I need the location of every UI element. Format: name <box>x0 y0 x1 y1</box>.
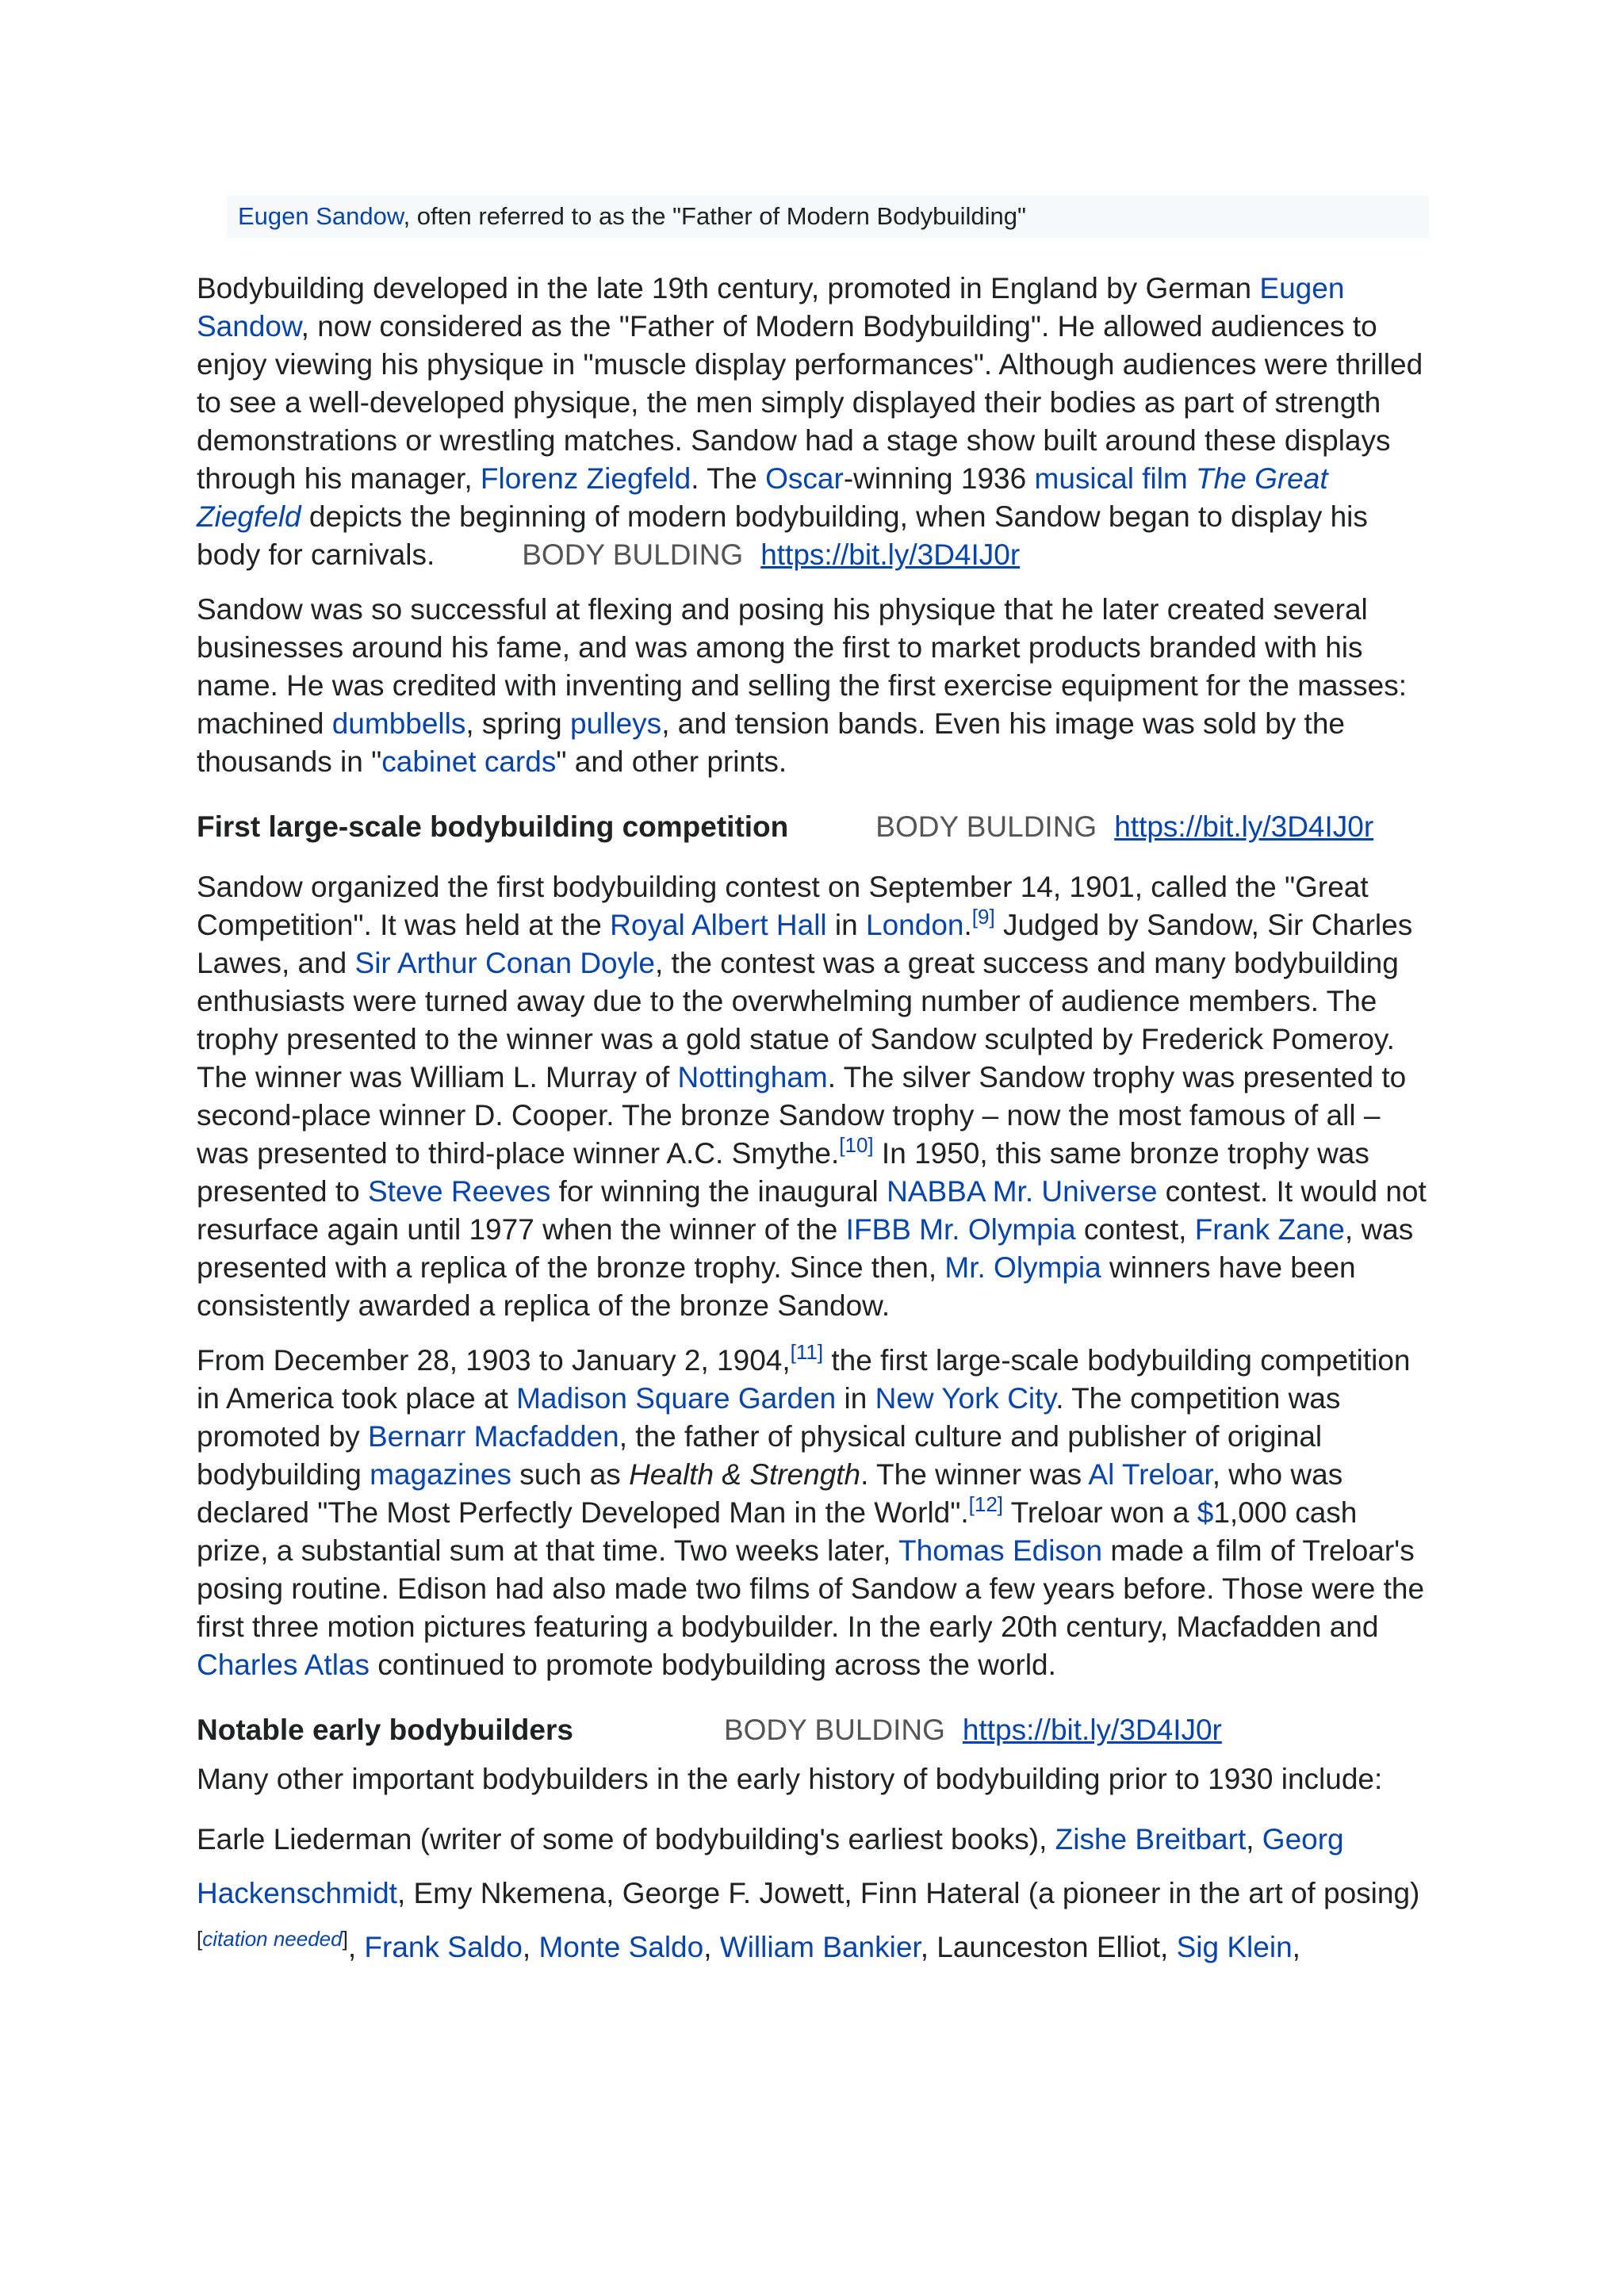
text: for winning the inaugural <box>550 1175 887 1208</box>
citation-11[interactable]: [11] <box>790 1340 824 1364</box>
text: contest, <box>1075 1213 1195 1246</box>
link-nottingham[interactable]: Nottingham <box>677 1061 828 1093</box>
text: , <box>522 1931 539 1963</box>
text: made a film of Treloar's posing routine. Edison had also made two films of Sandow a few years before. Those were the first three motion pictures featuring a bodybuilder. In the early 20th century, Macfadden and <box>197 1534 1425 1643</box>
link-al-treloar[interactable]: Al Treloar <box>1088 1458 1212 1491</box>
text: winners have been consistently awarded a replica of the bronze Sandow. <box>197 1251 1356 1322</box>
link-zishe-breitbart[interactable]: Zishe Breitbart <box>1055 1823 1247 1855</box>
text: such as <box>511 1458 630 1491</box>
link-dumbbells[interactable]: dumbbells <box>331 707 466 740</box>
text: in <box>836 1382 875 1415</box>
text: , now considered as the "Father of Modern Bodybuilding". He allowed audiences to enjoy viewing his physique in "muscle display performances". Although audiences were thrilled to see a well-developed physique, the men simply displayed their bodies as part of strength demonstrations or wrestling matches. Sandow had a stage show built around these displays through his manager, <box>197 310 1423 495</box>
text: Sandow organized the first bodybuilding contest on September 14, 1901, called the "Great Competition". It was held at the <box>197 871 1369 941</box>
text: the first large-scale bodybuilding competition in America took place at <box>197 1344 1411 1415</box>
text: Judged by Sandow, Sir Charles Lawes, and <box>197 909 1413 979</box>
text: Bodybuilding developed in the late 19th century, promoted in England by German <box>197 272 1260 304</box>
caption-link-eugen-sandow[interactable]: Eugen Sandow <box>238 202 404 230</box>
text: 1,000 cash prize, a substantial sum at that time. Two weeks later, <box>197 1496 1358 1567</box>
text: Sandow was so successful at flexing and posing his physique that he later created several businesses around his fame, and was among the first to market products branded with his name. He was credited with inventing and selling the first exercise equipment for the masses: machined <box>197 593 1407 740</box>
paragraph-origins <box>197 270 1434 574</box>
text: Earle Liederman (writer of some of bodybuilding's earliest books), <box>197 1823 1055 1855</box>
link-florenz-ziegfeld[interactable]: Florenz Ziegfeld <box>480 462 691 495</box>
link-william-bankier[interactable]: William Bankier <box>719 1931 921 1963</box>
text: contest. It would not resurface again until 1977 when the winner of the <box>197 1175 1427 1246</box>
text: , Launceston Elliot, <box>920 1931 1177 1963</box>
link-magazines[interactable]: magazines <box>370 1458 511 1491</box>
link-monte-saldo[interactable]: Monte Saldo <box>538 1931 704 1963</box>
link-georg-hackenschmidt[interactable]: Georg Hackenschmidt <box>197 1823 1344 1909</box>
link-pulleys[interactable]: pulleys <box>570 707 662 740</box>
bracket: [ <box>197 1927 203 1951</box>
text: in <box>826 909 867 941</box>
article-body <box>197 270 1434 1991</box>
citation-9[interactable]: [9] <box>971 905 995 929</box>
citation-12[interactable]: [12] <box>968 1492 1004 1516</box>
promo-label: BODY BULDING <box>723 1714 945 1746</box>
link-bernarr-macfadden[interactable]: Bernarr Macfadden <box>367 1420 619 1453</box>
italic-title: Health & Strength <box>629 1458 861 1491</box>
link-nabba-mr-universe[interactable]: NABBA Mr. Universe <box>887 1175 1158 1208</box>
caption-text: , often referred to as the "Father of Modern Bodybuilding" <box>403 202 1026 230</box>
text: , <box>347 1931 365 1963</box>
link-frank-saldo[interactable]: Frank Saldo <box>364 1931 523 1963</box>
link-frank-zane[interactable]: Frank Zane <box>1194 1213 1345 1246</box>
promo-link[interactable]: https://bit.ly/3D4IJ0r <box>962 1714 1222 1746</box>
text: . The winner was <box>860 1458 1089 1491</box>
paragraph-america-competition <box>197 1342 1434 1684</box>
text: , spring <box>465 707 570 740</box>
text: , the father of physical culture and publisher of original bodybuilding <box>197 1420 1323 1491</box>
text: . The silver Sandow trophy was presented to second-place winner D. Cooper. The bronze Sandow trophy – now the most famous of all – was presented to third-place winner A.C. Smythe. <box>197 1061 1407 1170</box>
link-steve-reeves[interactable]: Steve Reeves <box>367 1175 551 1208</box>
link-madison-square-garden[interactable]: Madison Square Garden <box>516 1382 837 1415</box>
citation-10[interactable]: [10] <box>839 1133 874 1157</box>
link-oscar[interactable]: Oscar <box>765 462 844 495</box>
heading-text: Notable early bodybuilders <box>197 1714 573 1746</box>
link-eugen-sandow[interactable]: Eugen Sandow <box>197 272 1345 343</box>
italic-title: The Great Ziegfeld <box>197 462 1328 533</box>
citation-needed-link[interactable] <box>202 1927 342 1951</box>
promo-link[interactable]: https://bit.ly/3D4IJ0r <box>760 538 1021 571</box>
text: , the contest was a great success and many bodybuilding enthusiasts were turned away due to the overwhelming number of audience members. The trophy presented to the winner was a gold statue of Sandow sculpted by Frederick Pomeroy. The winner was William L. Murray of <box>197 947 1399 1093</box>
text: , and tension bands. Even his image was sold by the thousands in " <box>197 707 1345 778</box>
link-charles-atlas[interactable]: Charles Atlas <box>197 1649 370 1681</box>
link-ifbb-mr-olympia[interactable]: IFBB Mr. Olympia <box>845 1213 1076 1246</box>
section-heading-notable <box>197 1711 1434 1749</box>
text: . <box>963 909 972 941</box>
link-london[interactable]: London <box>866 909 964 941</box>
promo-label: BODY BULDING <box>522 538 744 571</box>
text <box>1188 462 1196 495</box>
citation-needed-text: citation needed <box>202 1927 343 1951</box>
text: , <box>1246 1823 1262 1855</box>
link-musical-film[interactable]: musical film <box>1034 462 1188 495</box>
paragraph-great-competition <box>197 868 1434 1325</box>
text: depicts the beginning of modern bodybuilding, when Sandow began to display his body for carnivals. <box>197 500 1368 571</box>
paragraph-notable-list <box>197 1813 1434 1974</box>
text: , Emy Nkemena, George F. Jowett, Finn Hateral (a pioneer in the art of posing) <box>396 1877 1420 1909</box>
link-mr-olympia[interactable]: Mr. Olympia <box>944 1251 1101 1284</box>
text: , <box>703 1931 720 1963</box>
text: -winning 1936 <box>843 462 1035 495</box>
link-royal-albert-hall[interactable]: Royal Albert Hall <box>610 909 827 941</box>
text: . The <box>691 462 766 495</box>
text: In 1950, this same bronze trophy was presented to <box>197 1137 1369 1208</box>
promo-label: BODY BULDING <box>875 810 1097 843</box>
promo-link[interactable]: https://bit.ly/3D4IJ0r <box>1114 810 1374 843</box>
text: From December 28, 1903 to January 2, 1904, <box>197 1344 791 1377</box>
link-new-york-city[interactable]: New York City <box>875 1382 1056 1415</box>
paragraph-business <box>197 591 1434 781</box>
section-heading-competition <box>197 808 1434 846</box>
text: . The competition was promoted by <box>197 1382 1341 1453</box>
link-arthur-conan-doyle[interactable]: Sir Arthur Conan Doyle <box>354 947 655 979</box>
text: " and other prints. <box>556 745 787 778</box>
text: Treloar won a <box>1003 1496 1197 1529</box>
link-dollar[interactable]: $ <box>1197 1496 1214 1529</box>
text: , <box>1292 1931 1300 1963</box>
heading-text: First large-scale bodybuilding competition <box>197 810 789 843</box>
link-cabinet-cards[interactable]: cabinet cards <box>381 745 557 778</box>
link-thomas-edison[interactable]: Thomas Edison <box>898 1534 1103 1567</box>
link-sig-klein[interactable]: Sig Klein <box>1176 1931 1293 1963</box>
bracket: ] <box>342 1927 348 1951</box>
paragraph-notable-intro: Many other important bodybuilders in the early history of bodybuilding prior to 1930 include: <box>197 1763 1383 1795</box>
text: , who was declared "The Most Perfectly Developed Man in the World". <box>197 1458 1343 1529</box>
image-caption <box>227 195 1429 238</box>
text: continued to promote bodybuilding across the world. <box>370 1649 1056 1681</box>
citation-needed <box>197 1927 348 1951</box>
text: , was presented with a replica of the bronze trophy. Since then, <box>197 1213 1414 1284</box>
